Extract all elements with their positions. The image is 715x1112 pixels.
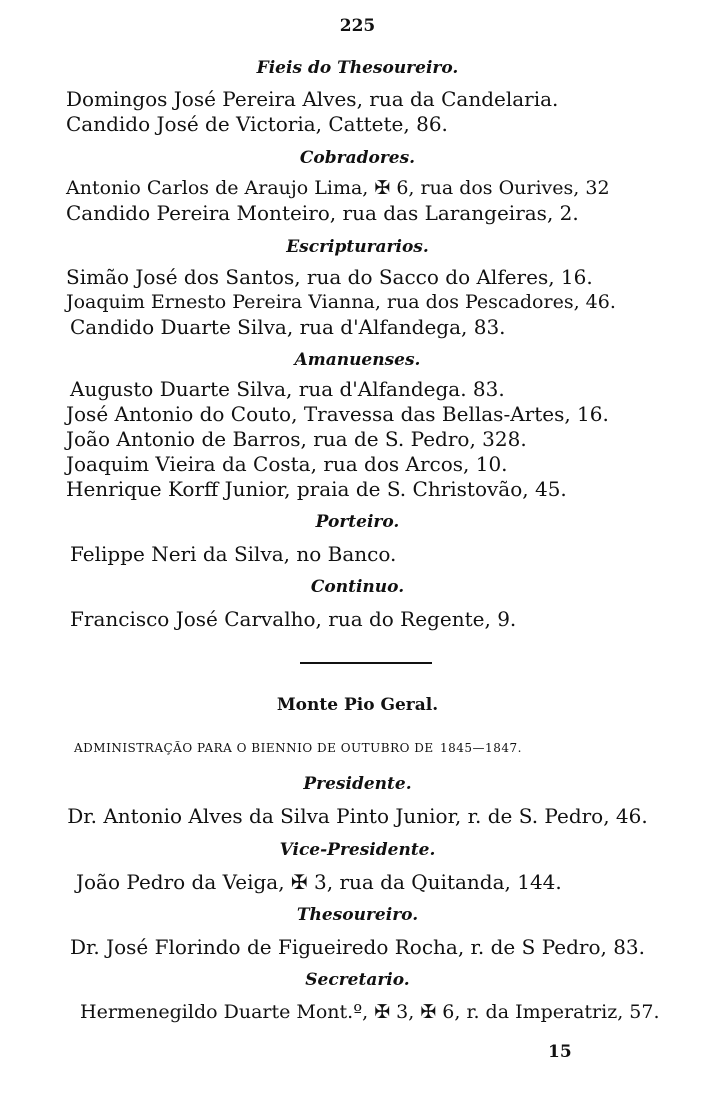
entry-line: Candido Pereira Monteiro, rua das Larangeiras, 2. (66, 201, 579, 225)
entry-line: Joaquim Ernesto Pereira Vianna, rua dos Pescadores, 46. (66, 291, 616, 313)
entry-line: Candido José de Victoria, Cattete, 86. (66, 112, 448, 136)
entry-line: José Antonio do Couto, Travessa das Bellas-Artes, 16. (66, 402, 609, 426)
heading-secretario: Secretario. (305, 970, 410, 990)
entry-line: Domingos José Pereira Alves, rua da Candelaria. (66, 87, 559, 111)
administration-line (74, 733, 522, 760)
heading-fieis-do-thesoureiro: Fieis do Thesoureiro. (256, 58, 459, 78)
section-title-monte-pio: Monte Pio Geral. (276, 695, 439, 715)
heading-presidente: Presidente. (303, 774, 412, 794)
administration-years: 1845—1847. (440, 741, 522, 755)
page-number: 225 (339, 16, 376, 36)
entry-line: Simão José dos Santos, rua do Sacco do Alferes, 16. (66, 265, 593, 289)
entry-line: Henrique Korff Junior, praia de S. Christovão, 45. (66, 477, 567, 501)
entry-line: Antonio Carlos de Araujo Lima, ✠ 6, rua dos Ourives, 32 (66, 177, 610, 199)
entry-line: Augusto Duarte Silva, rua d'Alfandega. 83. (70, 377, 505, 401)
entry-vice-presidente: João Pedro da Veiga, ✠ 3, rua da Quitanda, 144. (76, 870, 562, 894)
entry-line: Candido Duarte Silva, rua d'Alfandega, 83. (70, 315, 506, 339)
entry-presidente: Dr. Antonio Alves da Silva Pinto Junior, r. de S. Pedro, 46. (67, 804, 648, 828)
heading-vice-presidente: Vice-Presidente. (279, 840, 436, 860)
entry-line: João Antonio de Barros, rua de S. Pedro, 328. (66, 427, 527, 451)
entry-line: Joaquim Vieira da Costa, rua dos Arcos, 10. (66, 452, 508, 476)
heading-cobradores: Cobradores. (299, 148, 416, 168)
entry-line: Francisco José Carvalho, rua do Regente, 9. (70, 607, 517, 631)
heading-escripturarios: Escripturarios. (286, 237, 429, 257)
entry-line: Felippe Neri da Silva, no Banco. (70, 542, 397, 566)
heading-amanuenses: Amanuenses. (294, 350, 421, 370)
entry-thesoureiro: Dr. José Florindo de Figueiredo Rocha, r. de S Pedro, 83. (69, 935, 646, 959)
entry-secretario: Hermenegildo Duarte Mont.º, ✠ 3, ✠ 6, r. da Imperatriz, 57. (80, 1001, 660, 1023)
heading-porteiro: Porteiro. (315, 512, 400, 532)
administration-text: ADMINISTRAÇÃO PARA O BIENNIO DE OUTUBRO DE (74, 741, 434, 755)
signature-mark: 15 (548, 1042, 572, 1062)
heading-continuo: Continuo. (310, 577, 405, 597)
heading-thesoureiro: Thesoureiro. (296, 905, 419, 925)
section-divider (300, 662, 432, 664)
